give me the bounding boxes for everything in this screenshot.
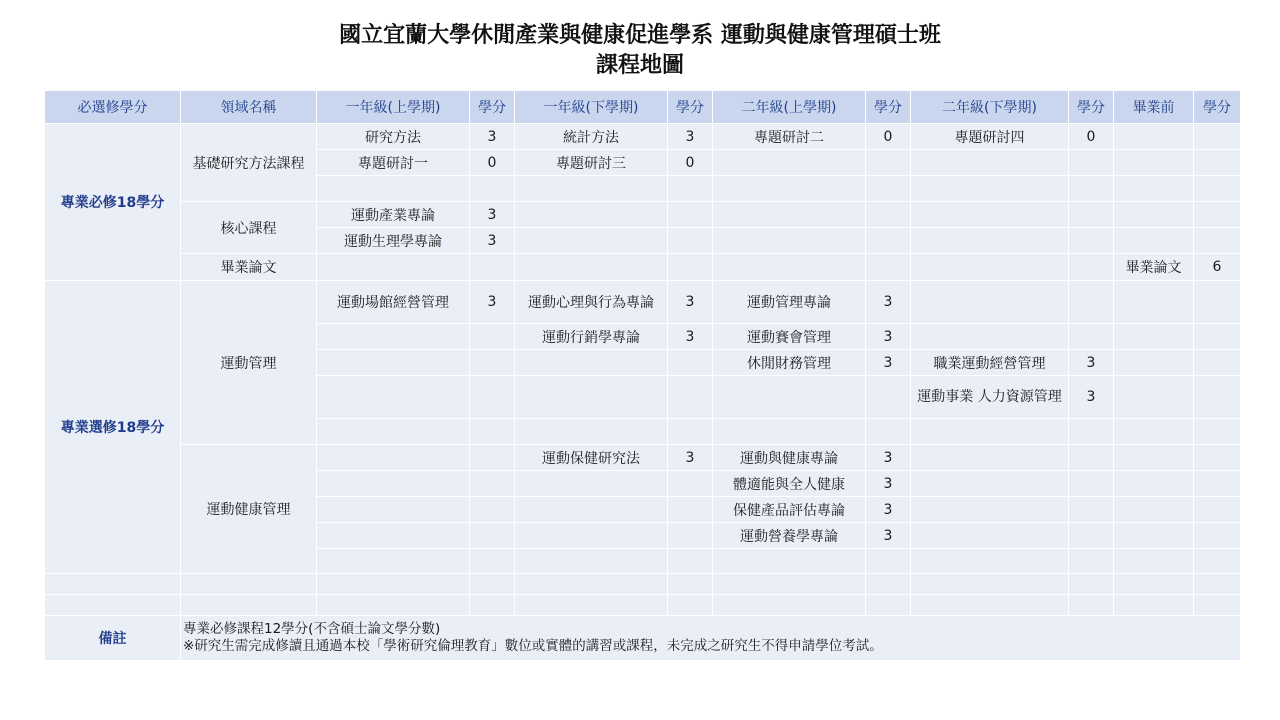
credit-cell xyxy=(1194,150,1241,176)
credit-cell xyxy=(470,254,515,281)
course-cell xyxy=(317,445,470,471)
course-cell: 運動產業專論 xyxy=(317,202,470,228)
credit-cell xyxy=(1194,523,1241,549)
credit-cell: 3 xyxy=(470,124,515,150)
credit-cell xyxy=(1069,419,1114,445)
course-cell xyxy=(1114,124,1194,150)
credit-cell: 3 xyxy=(470,228,515,254)
credit-cell: 3 xyxy=(668,324,713,350)
credit-cell xyxy=(470,176,515,202)
course-cell xyxy=(911,281,1069,324)
credit-cell xyxy=(1069,497,1114,523)
notes-text xyxy=(181,616,1241,661)
credit-cell: 3 xyxy=(470,202,515,228)
course-cell xyxy=(317,549,470,574)
course-cell xyxy=(515,228,668,254)
header-cell: 領域名稱 xyxy=(181,91,317,124)
course-cell xyxy=(911,324,1069,350)
course-cell: 職業運動經營管理 xyxy=(911,350,1069,376)
course-cell xyxy=(911,254,1069,281)
course-cell xyxy=(713,202,866,228)
credit-cell: 3 xyxy=(668,124,713,150)
course-cell xyxy=(1114,523,1194,549)
credit-cell xyxy=(668,523,713,549)
course-cell xyxy=(911,497,1069,523)
header-cell: 必選修學分 xyxy=(45,91,181,124)
course-cell: 專題研討四 xyxy=(911,124,1069,150)
course-cell: 統計方法 xyxy=(515,124,668,150)
course-cell: 運動場館經營管理 xyxy=(317,281,470,324)
course-cell: 運動賽會管理 xyxy=(713,324,866,350)
course-cell xyxy=(713,150,866,176)
credit-cell xyxy=(1069,523,1114,549)
course-cell xyxy=(515,376,668,419)
credit-cell: 0 xyxy=(1069,124,1114,150)
course-cell: 運動與健康專論 xyxy=(713,445,866,471)
course-cell: 畢業論文 xyxy=(1114,254,1194,281)
header-cell: 二年級(上學期) xyxy=(713,91,866,124)
course-cell: 運動事業 人力資源管理 xyxy=(911,376,1069,419)
credit-cell xyxy=(668,228,713,254)
page-title: 國立宜蘭大學休閒產業與健康促進學系 運動與健康管理碩士班 xyxy=(339,22,941,48)
course-cell: 運動營養學專論 xyxy=(713,523,866,549)
note-line: ※研究生需完成修讀且通過本校「學術研究倫理教育」數位或實體的講習或課程，未完成之研究生不得申請學位考試。 xyxy=(183,638,883,654)
course-cell xyxy=(911,471,1069,497)
credit-cell: 3 xyxy=(866,471,911,497)
category-elective: 專業選修18學分 xyxy=(45,281,181,574)
credit-cell: 3 xyxy=(1069,350,1114,376)
domain-health-management: 運動健康管理 xyxy=(181,445,317,574)
credit-cell xyxy=(1069,471,1114,497)
course-cell xyxy=(317,471,470,497)
credit-cell xyxy=(866,376,911,419)
course-cell: 專題研討二 xyxy=(713,124,866,150)
course-cell xyxy=(713,549,866,574)
credit-cell xyxy=(470,523,515,549)
credit-cell xyxy=(668,350,713,376)
course-cell xyxy=(1114,150,1194,176)
header-cell: 學分 xyxy=(470,91,515,124)
credit-cell xyxy=(866,419,911,445)
course-cell xyxy=(317,254,470,281)
course-cell xyxy=(317,376,470,419)
domain-research-methods: 基礎研究方法課程 xyxy=(181,124,317,202)
credit-cell xyxy=(668,471,713,497)
course-cell xyxy=(1114,376,1194,419)
credit-cell: 0 xyxy=(668,150,713,176)
table-row xyxy=(45,595,1241,616)
course-cell xyxy=(713,376,866,419)
course-cell xyxy=(1114,350,1194,376)
course-cell xyxy=(317,176,470,202)
course-cell xyxy=(515,497,668,523)
credit-cell xyxy=(1194,281,1241,324)
course-cell xyxy=(317,350,470,376)
course-cell xyxy=(1114,471,1194,497)
credit-cell xyxy=(1194,176,1241,202)
course-cell xyxy=(515,523,668,549)
course-cell xyxy=(911,176,1069,202)
credit-cell xyxy=(668,497,713,523)
course-cell xyxy=(911,549,1069,574)
course-cell: 運動生理學專論 xyxy=(317,228,470,254)
credit-cell xyxy=(668,176,713,202)
credit-cell xyxy=(470,471,515,497)
credit-cell xyxy=(1194,549,1241,574)
course-cell xyxy=(1114,445,1194,471)
domain-sport-management: 運動管理 xyxy=(181,281,317,445)
course-cell xyxy=(911,228,1069,254)
credit-cell xyxy=(470,497,515,523)
course-cell xyxy=(317,324,470,350)
credit-cell: 3 xyxy=(866,497,911,523)
course-cell: 體適能與全人健康 xyxy=(713,471,866,497)
credit-cell xyxy=(866,228,911,254)
domain-core: 核心課程 xyxy=(181,202,317,254)
header-row xyxy=(45,91,1241,124)
table-row xyxy=(45,124,1241,150)
header-cell: 畢業前 xyxy=(1114,91,1194,124)
course-cell xyxy=(1114,202,1194,228)
course-cell: 保健產品評估專論 xyxy=(713,497,866,523)
notes-row xyxy=(45,616,1241,661)
credit-cell xyxy=(470,350,515,376)
credit-cell xyxy=(1069,324,1114,350)
credit-cell: 0 xyxy=(866,124,911,150)
credit-cell xyxy=(668,202,713,228)
credit-cell xyxy=(470,445,515,471)
credit-cell xyxy=(866,202,911,228)
course-cell xyxy=(515,176,668,202)
course-cell xyxy=(911,150,1069,176)
course-cell: 運動行銷學專論 xyxy=(515,324,668,350)
credit-cell xyxy=(1194,419,1241,445)
credit-cell: 3 xyxy=(866,523,911,549)
notes-label: 備註 xyxy=(45,616,181,661)
course-cell: 休閒財務管理 xyxy=(713,350,866,376)
course-cell xyxy=(317,497,470,523)
course-cell xyxy=(515,254,668,281)
credit-cell xyxy=(1194,324,1241,350)
credit-cell xyxy=(668,254,713,281)
course-cell xyxy=(911,445,1069,471)
header-cell: 二年級(下學期) xyxy=(911,91,1069,124)
credit-cell xyxy=(1069,228,1114,254)
domain-thesis: 畢業論文 xyxy=(181,254,317,281)
table-row xyxy=(45,574,1241,595)
credit-cell: 0 xyxy=(470,150,515,176)
course-cell xyxy=(317,419,470,445)
table-row xyxy=(45,445,1241,471)
credit-cell xyxy=(866,254,911,281)
credit-cell xyxy=(1194,202,1241,228)
header-cell: 學分 xyxy=(1194,91,1241,124)
credit-cell xyxy=(1069,150,1114,176)
credit-cell: 3 xyxy=(668,445,713,471)
credit-cell: 3 xyxy=(866,350,911,376)
credit-cell xyxy=(668,376,713,419)
course-cell xyxy=(515,471,668,497)
header-cell: 學分 xyxy=(866,91,911,124)
course-cell xyxy=(317,523,470,549)
header-cell: 學分 xyxy=(668,91,713,124)
course-cell xyxy=(1114,549,1194,574)
note-line: 專業必修課程12學分(不含碩士論文學分數) xyxy=(183,621,441,637)
course-cell xyxy=(713,254,866,281)
credit-cell xyxy=(1194,228,1241,254)
credit-cell xyxy=(470,549,515,574)
course-cell xyxy=(911,202,1069,228)
credit-cell xyxy=(1194,124,1241,150)
credit-cell xyxy=(1069,254,1114,281)
course-cell: 專題研討一 xyxy=(317,150,470,176)
course-cell xyxy=(1114,419,1194,445)
page-subtitle: 課程地圖 xyxy=(595,52,684,78)
credit-cell xyxy=(866,150,911,176)
course-cell: 研究方法 xyxy=(317,124,470,150)
credit-cell xyxy=(470,376,515,419)
course-cell xyxy=(713,228,866,254)
course-cell xyxy=(1114,497,1194,523)
credit-cell xyxy=(1194,350,1241,376)
course-cell: 運動心理與行為專論 xyxy=(515,281,668,324)
course-cell xyxy=(515,350,668,376)
credit-cell xyxy=(1069,176,1114,202)
course-cell: 專題研討三 xyxy=(515,150,668,176)
curriculum-table xyxy=(44,90,1241,661)
credit-cell xyxy=(866,549,911,574)
course-cell xyxy=(1114,228,1194,254)
credit-cell: 3 xyxy=(866,281,911,324)
course-cell xyxy=(713,419,866,445)
credit-cell xyxy=(1194,497,1241,523)
credit-cell: 3 xyxy=(668,281,713,324)
course-cell xyxy=(1114,324,1194,350)
course-cell xyxy=(713,176,866,202)
credit-cell xyxy=(470,324,515,350)
table-row xyxy=(45,281,1241,324)
course-cell: 運動管理專論 xyxy=(713,281,866,324)
credit-cell: 3 xyxy=(1069,376,1114,419)
course-cell xyxy=(911,523,1069,549)
credit-cell xyxy=(866,176,911,202)
table-row xyxy=(45,202,1241,228)
credit-cell xyxy=(1194,376,1241,419)
course-cell xyxy=(911,419,1069,445)
table-row xyxy=(45,254,1241,281)
credit-cell: 3 xyxy=(866,324,911,350)
credit-cell xyxy=(1069,281,1114,324)
course-cell: 運動保健研究法 xyxy=(515,445,668,471)
course-cell xyxy=(515,549,668,574)
credit-cell xyxy=(1194,445,1241,471)
credit-cell xyxy=(668,419,713,445)
credit-cell xyxy=(1069,202,1114,228)
course-cell xyxy=(515,419,668,445)
course-cell xyxy=(1114,176,1194,202)
credit-cell xyxy=(1069,549,1114,574)
category-required: 專業必修18學分 xyxy=(45,124,181,281)
credit-cell: 3 xyxy=(470,281,515,324)
header-cell: 一年級(下學期) xyxy=(515,91,668,124)
credit-cell: 6 xyxy=(1194,254,1241,281)
credit-cell xyxy=(1069,445,1114,471)
course-cell xyxy=(1114,281,1194,324)
header-cell: 一年級(上學期) xyxy=(317,91,470,124)
course-cell xyxy=(515,202,668,228)
credit-cell xyxy=(1194,471,1241,497)
credit-cell xyxy=(470,419,515,445)
credit-cell xyxy=(668,549,713,574)
credit-cell: 3 xyxy=(866,445,911,471)
header-cell: 學分 xyxy=(1069,91,1114,124)
